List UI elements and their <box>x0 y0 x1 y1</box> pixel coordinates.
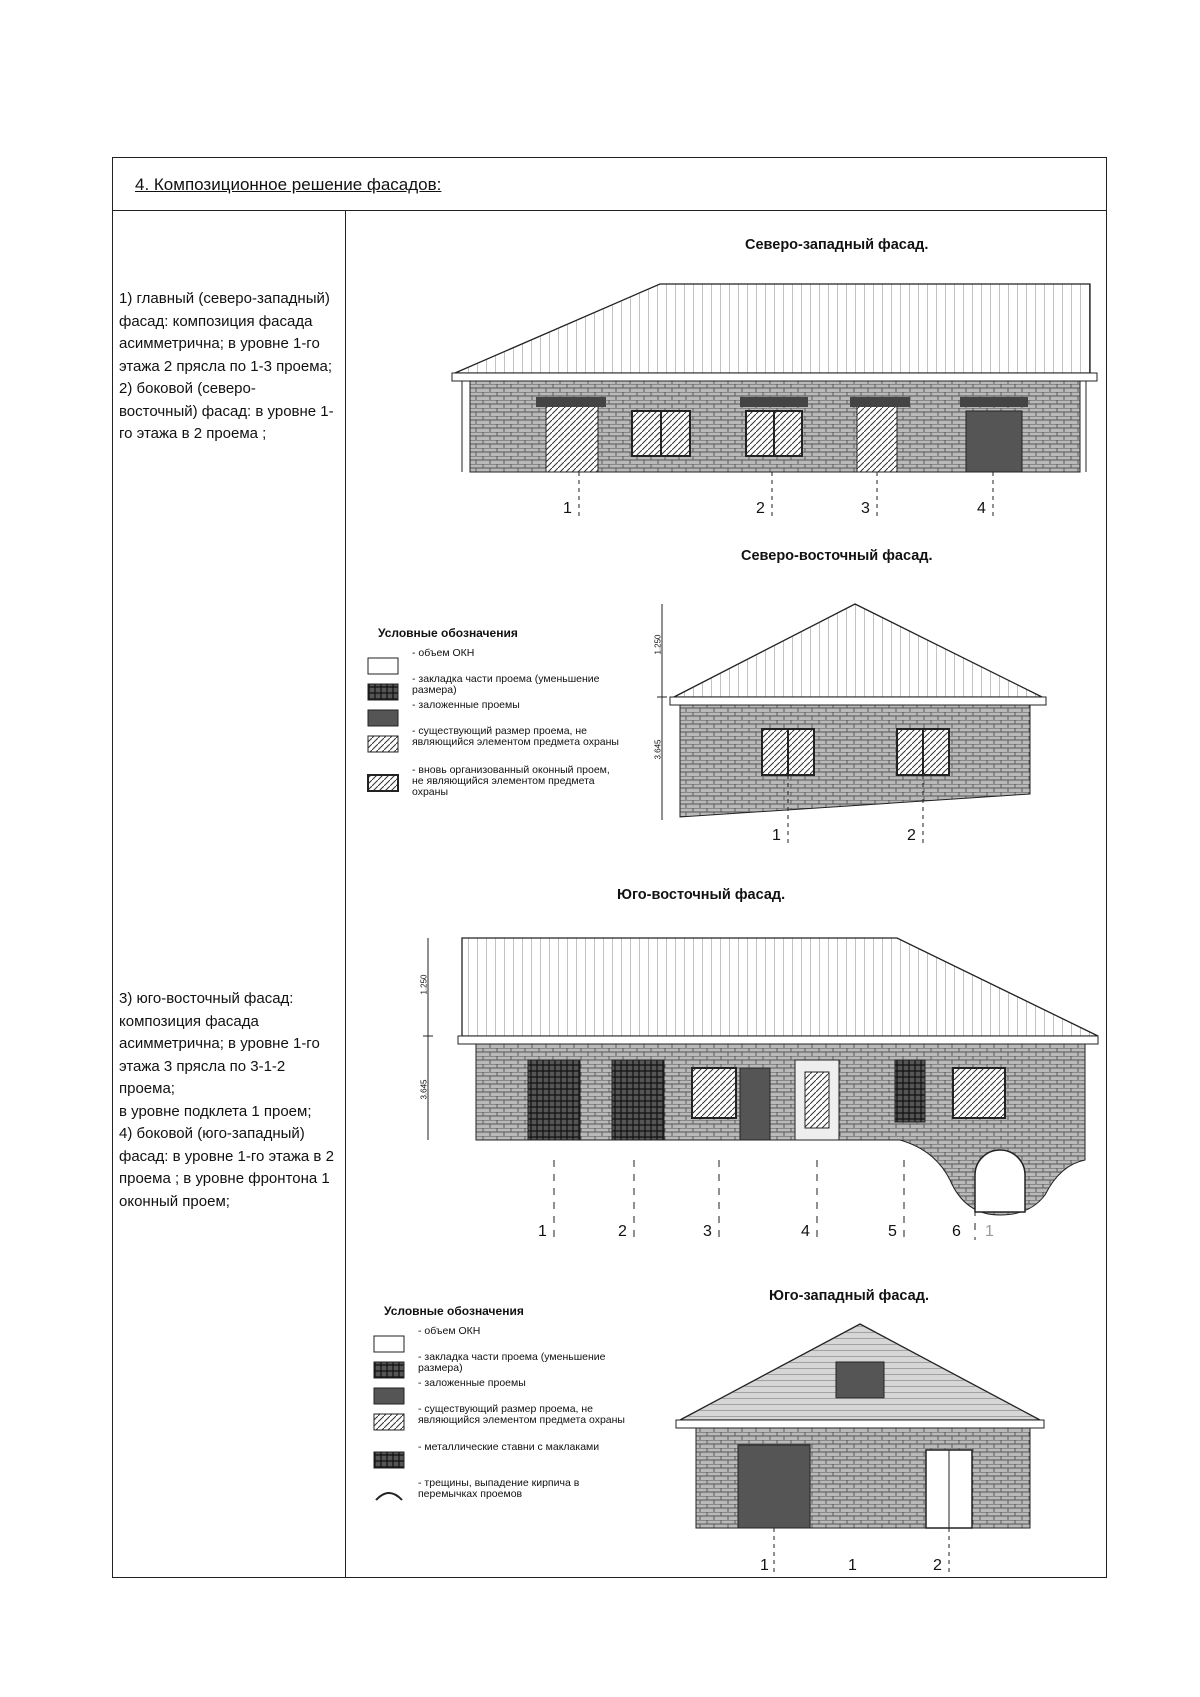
description-ne: 2) боковой (северо-восточный) фасад: в уровне 1-го этажа в 2 проема ; <box>119 380 334 442</box>
mark-sw-2: 2 <box>933 1557 942 1574</box>
mark-nw-4: 4 <box>977 500 986 517</box>
facade-title-nw: Северо-западный фасад. <box>745 237 929 253</box>
facade-title-ne: Северо-восточный фасад. <box>741 548 933 564</box>
facade-nw-drawing <box>452 284 1097 520</box>
legend-2-item: - закладка части проема (уменьшение размера) <box>418 1351 606 1374</box>
legend-1-item: - объем ОКН <box>412 647 475 659</box>
legend-2-item: - существующий размер проема, не являющийся элементом предмета охраны <box>418 1403 625 1426</box>
legend-1-item: - заложенные проемы <box>412 699 520 711</box>
legend-1-item: - существующий размер проема, не являющийся элементом предмета охраны <box>412 725 619 748</box>
facade-sw-drawing <box>676 1324 1044 1575</box>
facade-title-sw: Юго-западный фасад. <box>769 1288 929 1304</box>
mark-nw-2: 2 <box>756 500 765 517</box>
dim-ne-wall: 3.645 <box>653 739 663 760</box>
dim-ne-roof: 1.250 <box>653 634 663 655</box>
section-title: 4. Композиционное решение фасадов: <box>135 175 442 194</box>
mark-ne-2: 2 <box>907 827 916 844</box>
legend-1-item: - закладка части проема (уменьшение размера) <box>412 673 600 696</box>
mark-se-1: 1 <box>538 1223 547 1240</box>
mark-sw-1b: 1 <box>848 1557 857 1574</box>
dim-se-roof: 1.250 <box>419 974 429 995</box>
facade-se-drawing <box>423 938 1098 1240</box>
mark-nw-3: 3 <box>861 500 870 517</box>
description-se-basement: в уровне подклета 1 проем; <box>119 1102 312 1120</box>
description-nw: 1) главный (северо-западный) фасад: композиция фасада асимметрична; в уровне 1-го этажа 2 прясла по 1-3 проема; <box>119 290 333 375</box>
legend-1-item: - вновь организованный оконный проем, не являющийся элементом предмета охраны <box>412 764 610 798</box>
facade-title-se: Юго-восточный фасад. <box>617 887 786 903</box>
legend-1-title: Условные обозначения <box>378 626 518 640</box>
legend-2-item: - металлические ставни с маклаками <box>418 1441 600 1453</box>
legend-2-item: - трещины, выпадение кирпича в перемычках проемов <box>418 1477 580 1500</box>
mark-nw-1: 1 <box>563 500 572 517</box>
mark-ne-1: 1 <box>772 827 781 844</box>
mark-sw-1a: 1 <box>760 1557 769 1574</box>
description-sw: 4) боковой (юго-западный) фасад: в уровне 1-го этажа в 2 проема ; в уровне фронтона 1 оконный проем; <box>119 1125 334 1210</box>
mark-se-6: 6 <box>952 1223 961 1240</box>
description-se: 3) юго-восточный фасад: композиция фасада асимметрична; в уровне 1-го этажа 3 прясла по 3-1-2 проема; <box>119 990 320 1097</box>
mark-se-5: 5 <box>888 1223 897 1240</box>
legend-2-title: Условные обозначения <box>384 1304 524 1318</box>
facade-ne-drawing <box>657 604 1046 845</box>
legend-2-item: - объем ОКН <box>418 1325 481 1337</box>
mark-se-3: 3 <box>703 1223 712 1240</box>
legend-1 <box>368 626 619 801</box>
legend-2 <box>374 1304 625 1504</box>
mark-se-2: 2 <box>618 1223 627 1240</box>
mark-se-7: 1 <box>985 1223 994 1240</box>
legend-2-item: - заложенные проемы <box>418 1377 526 1389</box>
dim-se-wall: 3.645 <box>419 1079 429 1100</box>
mark-se-4: 4 <box>801 1223 810 1240</box>
